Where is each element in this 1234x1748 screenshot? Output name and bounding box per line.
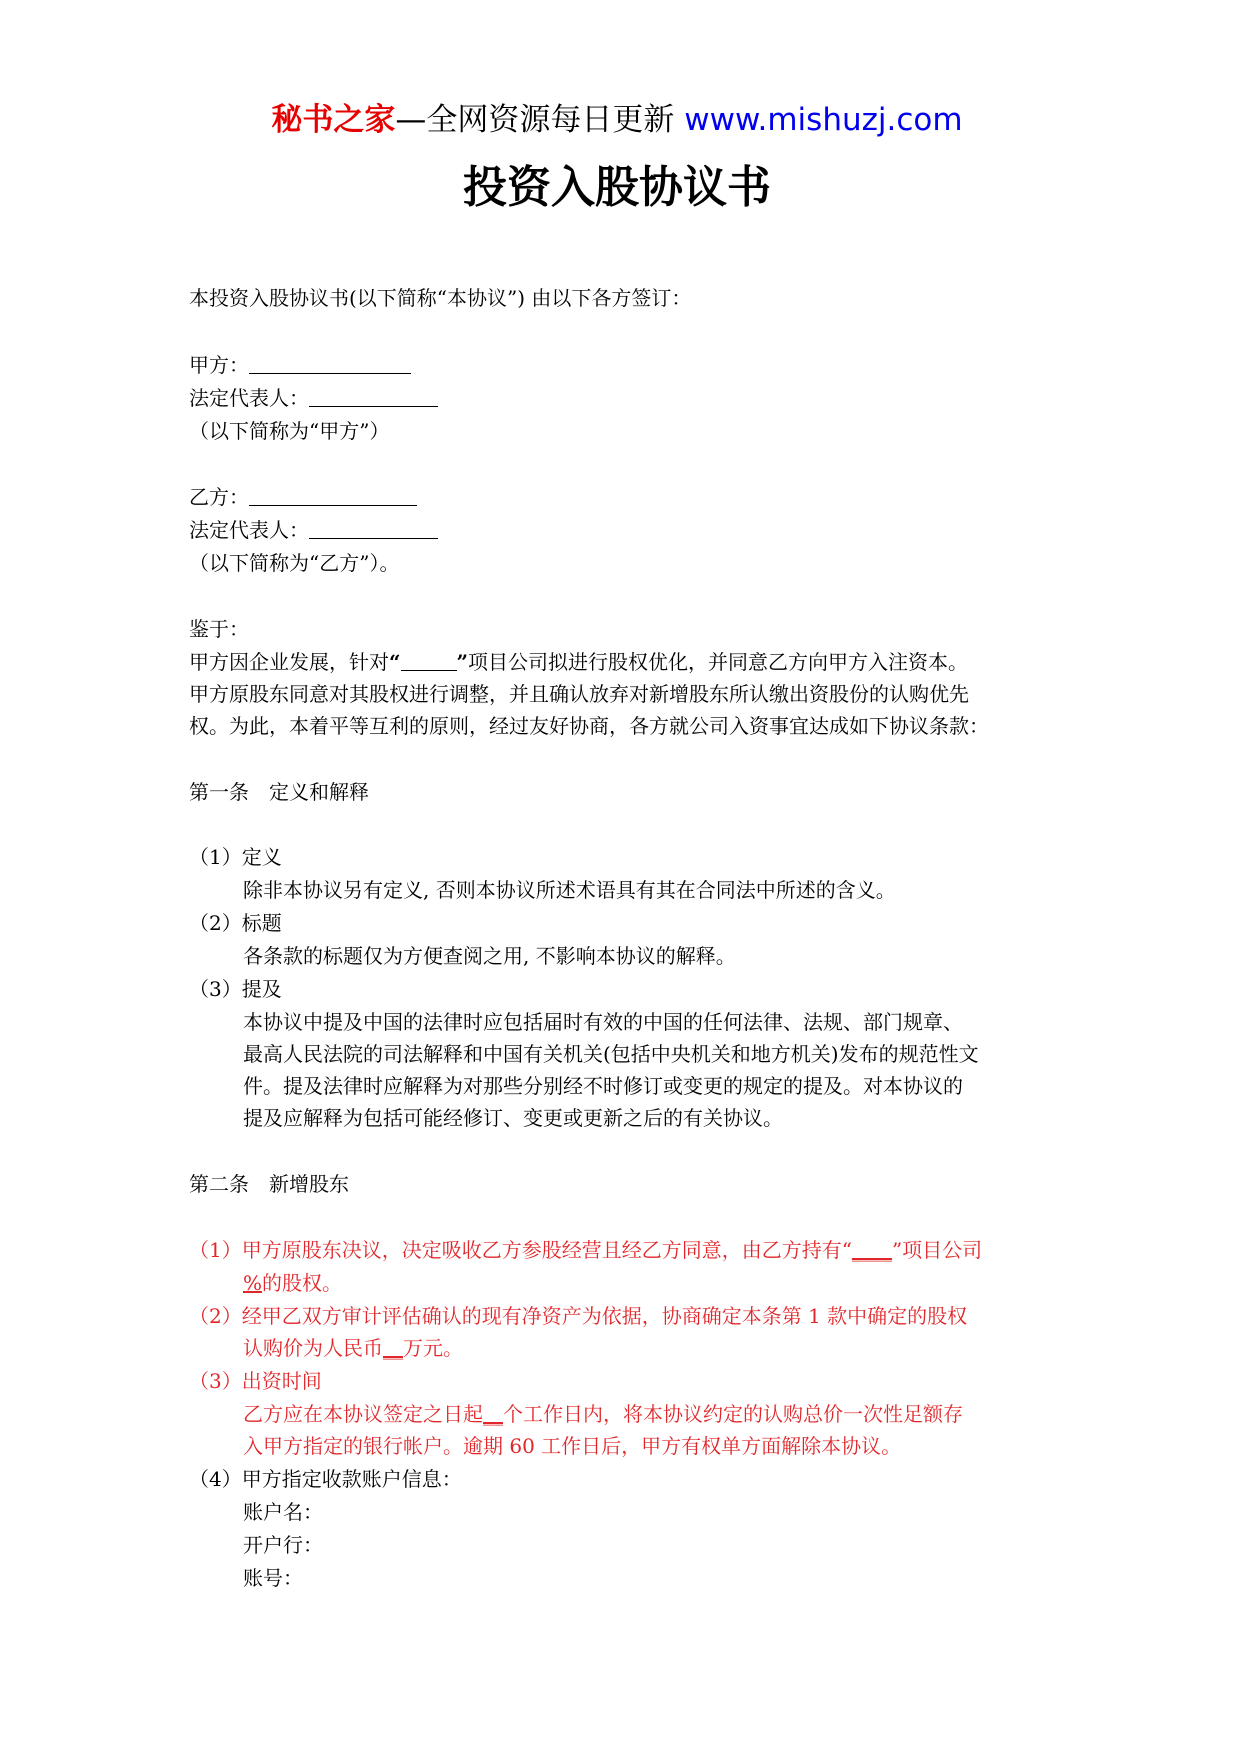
party-b-name-blank (249, 485, 417, 506)
account-name-label: 账户名： (243, 1500, 323, 1524)
account-bank-label: 开户行： (243, 1533, 323, 1557)
article-1-item-2-text: 各条款的标题仅为方便查阅之用, 不影响本协议的解释。 (243, 944, 736, 968)
article-2-item-2-text: 认购价为人民币 (243, 1336, 383, 1360)
whereas-text: 项目公司拟进行股权优化，并同意乙方向甲方入注资本。 (468, 650, 969, 674)
percent-blank: % (243, 1271, 263, 1295)
whereas-line-2: 甲方原股东同意对其股权进行调整，并且确认放弃对新增股东所认缴出资股份的认购优先 (189, 682, 969, 706)
article-2-heading: 第二条 新增股东 (189, 1172, 349, 1196)
account-number-label: 账号： (243, 1566, 303, 1590)
party-a-alias: （以下简称为“甲方”） (189, 419, 390, 443)
article-2-item-2-line-1: （2）经甲乙双方审计评估确认的现有净资产为依据，协商确定本条第 1 款中确定的股权 (189, 1304, 968, 1328)
party-b-label: 乙方： (189, 485, 249, 509)
article-1-item-3-line-2: 最高人民法院的司法解释和中国有关机关(包括中央机关和地方机关)发布的规范性文 (243, 1042, 979, 1066)
price-blank: __ (383, 1336, 403, 1360)
article-1-item-1-text: 除非本协议另有定义, 否则本协议所述术语具有其在合同法中所述的含义。 (243, 878, 896, 902)
brand-name: 秘书之家 (271, 102, 396, 138)
party-a-name-blank (249, 353, 411, 374)
party-b-line (189, 482, 417, 512)
party-b-rep-line (189, 515, 438, 545)
party-b-rep-blank (309, 518, 438, 539)
quote-open: “ (389, 650, 401, 674)
article-2-item-1-line-1 (189, 1235, 982, 1265)
party-b-alias: （以下简称为“乙方”）。 (189, 551, 400, 575)
article-2-item-3-text: 乙方应在本协议签定之日起 (243, 1402, 483, 1426)
article-2-item-3-label: （3）出资时间 (189, 1369, 322, 1393)
project-name-blank (401, 650, 457, 671)
article-1-item-3-line-3: 件。提及法律时应解释为对那些分别经不时修订或变更的规定的提及。对本协议的 (243, 1074, 963, 1098)
article-2-item-1-line-2 (243, 1268, 342, 1298)
site-header (0, 100, 1234, 140)
article-2-item-3-text: 个工作日内，将本协议约定的认购总价一次性足额存 (503, 1402, 963, 1426)
quote-close: ” (456, 650, 469, 674)
article-1-item-2-label: （2）标题 (189, 911, 282, 935)
article-2-item-1-text: ”项目公司 (891, 1238, 983, 1262)
whereas-line-1 (189, 647, 968, 677)
article-2-item-4-label: （4）甲方指定收款账户信息： (189, 1467, 462, 1491)
article-2-item-1-text: 的股权。 (262, 1271, 343, 1295)
article-2-item-3-line-2: 入甲方指定的银行帐户。逾期 60 工作日后，甲方有权单方面解除本协议。 (243, 1434, 902, 1458)
document-title: 投资入股协议书 (463, 162, 771, 213)
article-1-item-3-line-4: 提及应解释为包括可能经修订、变更或更新之后的有关协议。 (243, 1106, 783, 1130)
days-blank: __ (483, 1402, 503, 1426)
article-1-heading: 第一条 定义和解释 (189, 780, 369, 804)
article-1-item-1-label: （1）定义 (189, 845, 282, 869)
article-2-item-2-line-2 (243, 1333, 463, 1363)
whereas-line-3: 权。为此，本着平等互利的原则，经过友好协商，各方就公司入资事宜达成如下协议条款： (189, 714, 989, 738)
article-1-item-3-label: （3）提及 (189, 977, 282, 1001)
article-2-item-3-line-1 (243, 1399, 963, 1429)
site-url-link[interactable]: www.mishuzj.com (684, 102, 963, 138)
party-a-rep-line (189, 383, 438, 413)
party-a-line (189, 350, 411, 380)
project-blank: ____ (851, 1238, 892, 1262)
party-b-rep-label: 法定代表人： (189, 518, 309, 542)
article-2-item-2-text: 万元。 (403, 1336, 463, 1360)
party-a-rep-blank (309, 386, 438, 407)
intro-text: 本投资入股协议书(以下简称“本协议”) 由以下各方签订： (189, 286, 692, 310)
article-2-item-1-text: （1）甲方原股东决议，决定吸收乙方参股经营且经乙方同意，由乙方持有“ (189, 1238, 852, 1262)
party-a-rep-label: 法定代表人： (189, 386, 309, 410)
header-slogan: —全网资源每日更新 (395, 102, 685, 138)
whereas-text: 甲方因企业发展，针对 (189, 650, 389, 674)
whereas-label: 鉴于： (189, 617, 249, 641)
party-a-label: 甲方： (189, 353, 249, 377)
article-1-item-3-line-1: 本协议中提及中国的法律时应包括届时有效的中国的任何法律、法规、部门规章、 (243, 1010, 963, 1034)
